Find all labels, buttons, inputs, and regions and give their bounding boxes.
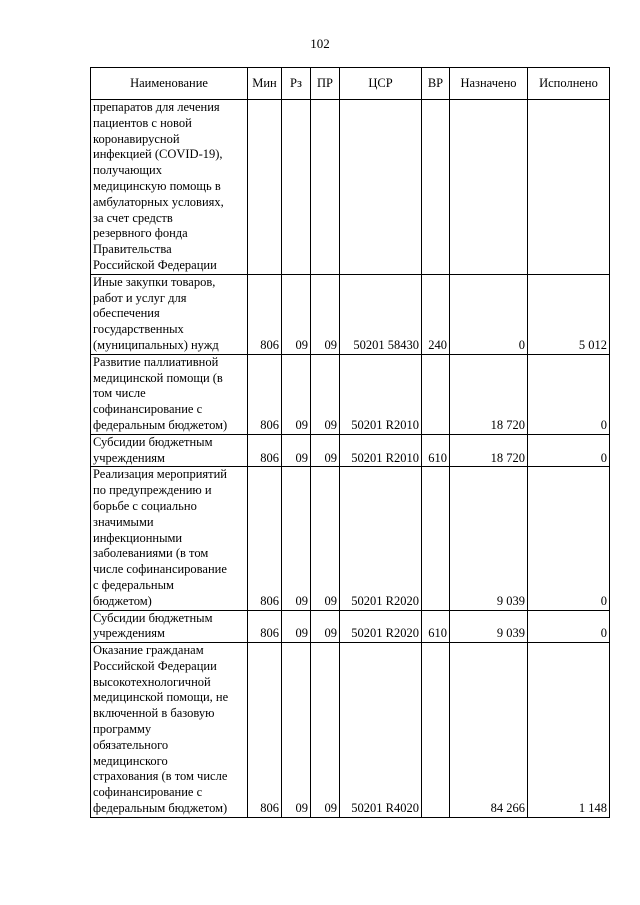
cell-csr: 50201 R2020 — [340, 467, 422, 610]
cell-vr: 610 — [422, 434, 450, 467]
cell-csr: 50201 R2020 — [340, 610, 422, 643]
table-row — [91, 610, 610, 643]
cell-csr: 50201 58430 — [340, 274, 422, 354]
table-row — [91, 467, 610, 610]
cell-vr: 610 — [422, 610, 450, 643]
cell-assigned — [450, 100, 528, 275]
cell-pr: 09 — [311, 274, 340, 354]
cell-rz: 09 — [282, 434, 311, 467]
cell-csr: 50201 R2010 — [340, 354, 422, 434]
cell-name: Оказание гражданам Российской Федерации высокотехнологичной медицинской помощи, не включенной в базовую программу обязательного медицинского страхования (в том числе софинансирование с федеральным бюджетом) — [91, 643, 248, 818]
cell-pr: 09 — [311, 467, 340, 610]
cell-executed: 1 148 — [528, 643, 610, 818]
cell-assigned: 9 039 — [450, 610, 528, 643]
cell-rz: 09 — [282, 467, 311, 610]
cell-rz: 09 — [282, 354, 311, 434]
table-header-row — [91, 68, 610, 100]
cell-min: 806 — [248, 643, 282, 818]
cell-pr: 09 — [311, 643, 340, 818]
cell-csr — [340, 100, 422, 275]
cell-vr — [422, 643, 450, 818]
header-executed: Исполнено — [528, 68, 610, 100]
cell-rz: 09 — [282, 643, 311, 818]
cell-assigned: 18 720 — [450, 434, 528, 467]
header-pr: ПР — [311, 68, 340, 100]
cell-min: 806 — [248, 354, 282, 434]
cell-vr — [422, 354, 450, 434]
header-name: Наименование — [91, 68, 248, 100]
cell-assigned: 0 — [450, 274, 528, 354]
budget-table — [90, 67, 610, 818]
cell-vr — [422, 100, 450, 275]
table-row — [91, 643, 610, 818]
page-number: 102 — [310, 36, 330, 51]
cell-min: 806 — [248, 467, 282, 610]
cell-vr — [422, 467, 450, 610]
cell-name: препаратов для лечения пациентов с новой коронавирусной инфекцией (COVID-19), получающих медицинскую помощь в амбулаторных условиях, за счет средств резервного фонда Правительства Российской Федерации — [91, 100, 248, 275]
cell-csr: 50201 R4020 — [340, 643, 422, 818]
cell-csr: 50201 R2010 — [340, 434, 422, 467]
cell-min — [248, 100, 282, 275]
header-min: Мин — [248, 68, 282, 100]
cell-rz: 09 — [282, 610, 311, 643]
cell-assigned: 84 266 — [450, 643, 528, 818]
cell-executed: 5 012 — [528, 274, 610, 354]
cell-pr: 09 — [311, 610, 340, 643]
cell-executed: 0 — [528, 467, 610, 610]
cell-min: 806 — [248, 434, 282, 467]
cell-assigned: 9 039 — [450, 467, 528, 610]
cell-name: Иные закупки товаров, работ и услуг для обеспечения государственных (муниципальных) нужд — [91, 274, 248, 354]
header-vr: ВР — [422, 68, 450, 100]
table-row — [91, 354, 610, 434]
cell-name: Реализация мероприятий по предупреждению и борьбе с социально значимыми инфекционными заболеваниями (в том числе софинансирование с федеральным бюджетом) — [91, 467, 248, 610]
cell-name: Развитие паллиативной медицинской помощи (в том числе софинансирование с федеральным бюджетом) — [91, 354, 248, 434]
cell-rz — [282, 100, 311, 275]
table-row — [91, 434, 610, 467]
cell-executed: 0 — [528, 434, 610, 467]
cell-executed — [528, 100, 610, 275]
cell-min: 806 — [248, 610, 282, 643]
cell-pr: 09 — [311, 434, 340, 467]
header-rz: Рз — [282, 68, 311, 100]
cell-assigned: 18 720 — [450, 354, 528, 434]
cell-executed: 0 — [528, 610, 610, 643]
cell-vr: 240 — [422, 274, 450, 354]
header-csr: ЦСР — [340, 68, 422, 100]
table-row — [91, 100, 610, 275]
cell-pr: 09 — [311, 354, 340, 434]
cell-pr — [311, 100, 340, 275]
cell-name: Субсидии бюджетным учреждениям — [91, 434, 248, 467]
cell-min: 806 — [248, 274, 282, 354]
cell-executed: 0 — [528, 354, 610, 434]
header-assigned: Назначено — [450, 68, 528, 100]
table-row — [91, 274, 610, 354]
cell-rz: 09 — [282, 274, 311, 354]
cell-name: Субсидии бюджетным учреждениям — [91, 610, 248, 643]
